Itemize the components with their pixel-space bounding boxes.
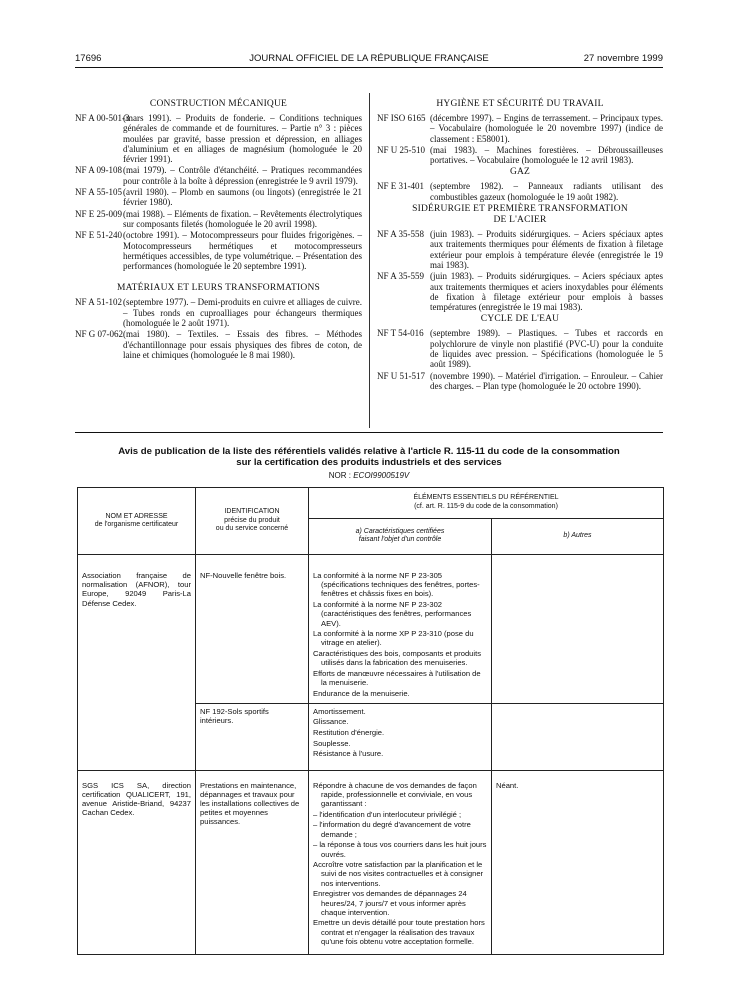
characteristic-item: Répondre à chacune de vos demandes de façon rapide, professionnelle et conviviale, en vous garantissant : <box>313 780 477 809</box>
characteristic-item: Emettre un devis détaillé pour toute prestation hors contrat et n'engager la réalisation des travaux qu'une fois obtenu votre acceptation formelle. <box>313 918 485 946</box>
norm-entry <box>377 113 663 144</box>
section-materiaux <box>75 283 362 360</box>
norm-entry <box>75 113 362 164</box>
header-sub-a: a) Caractéristiques certifiées faisant l'objet d'un contrôle <box>309 518 492 554</box>
characteristic-item: Glissance. <box>313 717 349 727</box>
norm-text: (septembre 1977). – Demi-produits en cuivre et alliages de cuivre. – Tubes ronds en cuproalliages pour échangeurs thermiques (homologuée le 2 août 1971). <box>123 297 362 329</box>
norm-code: NF E 31-401 <box>377 181 424 192</box>
table-row <box>78 770 664 954</box>
characteristics-cell <box>309 703 492 770</box>
section-cycle-eau <box>377 314 663 391</box>
characteristic-item: – l'information du degré d'avancement de votre demande ; <box>313 820 471 839</box>
avis-title-line: Avis de publication de la liste des référentiels validés relative à l'article R. 115-11 du code de la consommation <box>118 446 620 457</box>
norm-text: (mai 1983). – Machines forestières. – Débroussailleuses portatives. – Vocabulaire (homologuée le 12 avril 1983). <box>430 144 663 166</box>
other-cell <box>492 555 664 704</box>
page-header <box>75 53 663 67</box>
org-cell: Association française de normalisation (AFNOR), tour Europe, 92049 Paris-La Défense Cedex. <box>78 555 196 771</box>
norm-text: (juin 1983). – Produits sidérurgiques. – Aciers spéciaux aptes aux traitements thermiques pour éléments de fixation à filetage extérieur pour emplois à température élevée (enregistrée le 19 mai 1983). <box>430 229 663 270</box>
norm-entry <box>75 297 362 328</box>
nor-reference <box>75 471 663 480</box>
norm-code: NF ISO 6165 <box>377 113 426 123</box>
norm-text: (juin 1983). – Produits sidérurgiques. – Aciers spéciaux aptes aux traitements thermiques et aciers inoxydables pour éléments de fixation à filetage extérieur pour emplois à basses températures (enregistrée le 19 mai 1983). <box>430 271 663 313</box>
norm-text: (septembre 1982). – Panneaux radiants utilisant des combustibles gazeux (homologuée le 19 août 1982). <box>430 181 663 202</box>
norm-entry <box>75 187 362 208</box>
other-cell: Néant. <box>492 770 664 954</box>
characteristic-item: Amortissement. <box>313 706 366 716</box>
section-construction-mecanique <box>75 99 362 271</box>
characteristic-item: Efforts de manœuvre nécessaires à l'utilisation de la menuiserie. <box>313 669 481 688</box>
norm-text: (avril 1980). – Plomb en saumons (ou lingots) (enregistrée le 21 février 1980). <box>123 187 362 208</box>
page-number: 17696 <box>75 53 102 64</box>
nor-label: NOR : <box>328 471 354 480</box>
norm-entry <box>75 230 362 271</box>
section-title: CYCLE DE L'EAU <box>480 314 560 325</box>
section-siderurgie <box>377 204 663 312</box>
norm-code: NF A 09-108 <box>75 165 123 176</box>
avis-title-line: sur la certification des produits industriels et des services <box>236 457 502 468</box>
norm-code: NF T 54-016 <box>377 328 424 339</box>
norm-entry <box>377 328 663 369</box>
norm-text: (mai 1988). – Eléments de fixation. – Revêtements électrolytiques sur composants filetés (homologuée le 20 avril 1998). <box>123 208 362 229</box>
section-title: MATÉRIAUX ET LEURS TRANSFORMATIONS <box>116 283 321 294</box>
characteristic-item: – l'identification d'un interlocuteur privilégié ; <box>313 809 462 819</box>
norm-text: (mai 1979). – Contrôle d'étanchéité. – Pratiques recommandées pour contrôle à la boîte à dépression (enregistrée le 9 avril 1979). <box>123 165 362 186</box>
characteristic-item: – la réponse à tous vos courriers dans les huit jours ouvrés. <box>313 840 487 859</box>
left-column <box>75 97 362 361</box>
characteristic-item: Caractéristiques des bois, composants et produits utilisés dans la fabrication des menuiseries. <box>313 649 481 668</box>
column-separator <box>369 93 370 428</box>
referentiels-table <box>77 487 664 955</box>
norm-code: NF A 35-559 <box>377 271 425 282</box>
norm-entry <box>377 229 663 270</box>
characteristic-item: La conformité à la norme NF P 23-305 (spécifications techniques des fenêtres, portes-fenêtres et châssis fixes en bois). <box>313 571 480 599</box>
nor-value: ECOI9900519V <box>353 471 410 480</box>
norm-text: (décembre 1997). – Engins de terrassement. – Principaux types. – Vocabulaire (homologuée le 20 novembre 1997) (indice de classement : E58001). <box>430 113 663 144</box>
norm-code: NF E 51-240 <box>75 230 122 241</box>
org-cell: SGS ICS SA, direction certification QUALICERT, 191, avenue Aristide-Briand, 94237 Cachan Cedex. <box>78 770 196 954</box>
characteristic-item: Enregistrer vos demandes de dépannages 24 heures/24, 7 jours/7 et vous informer après chaque intervention. <box>313 889 467 917</box>
norm-entry <box>377 371 663 392</box>
section-title: GAZ <box>509 167 531 178</box>
norm-text: (mai 1980). – Textiles. – Essais des fibres. – Méthodes d'échantillonnage pour essais physiques des fibres de coton, de laine et chimiques (homologuée le 8 mai 1980). <box>123 329 362 360</box>
characteristic-item: Restitution d'énergie. <box>313 728 385 738</box>
norm-entry <box>377 181 663 202</box>
characteristic-item: Accroître votre satisfaction par la planification et le suivi de nos visites contractuelles et à consigner nos interventions. <box>313 860 484 888</box>
norm-code: NF U 51-517 <box>377 370 426 381</box>
header-sub-b: b) Autres <box>492 518 664 554</box>
issue-date: 27 novembre 1999 <box>583 53 663 64</box>
characteristics-cell <box>309 555 492 704</box>
section-hygiene-securite <box>377 99 663 165</box>
ident-cell: NF 192-Sols sportifs intérieurs. <box>196 703 309 770</box>
header-ident: IDENTIFICATION précise du produit ou du service concerné <box>196 488 309 555</box>
norm-code: NF A 35-558 <box>377 229 425 240</box>
header-rule <box>75 67 663 68</box>
characteristic-item: Souplesse. <box>313 738 351 748</box>
norm-entry <box>75 209 362 230</box>
table-row <box>78 555 664 704</box>
characteristics-cell <box>309 770 492 954</box>
norm-code: NF A 51-102 <box>75 297 123 308</box>
norm-entry <box>377 145 663 166</box>
norm-code: NF U 25-510 <box>377 144 426 155</box>
norm-entry <box>75 165 362 186</box>
section-gaz <box>377 167 663 202</box>
avis-title <box>75 446 663 468</box>
norm-code: NF E 25-009 <box>75 208 122 219</box>
characteristic-item: Résistance à l'usure. <box>313 749 384 759</box>
norm-text: (novembre 1990). – Matériel d'irrigation. – Enrouleur. – Cahier des charges. – Plan type (homologuée le 20 octobre 1990). <box>430 370 663 391</box>
right-column <box>377 97 663 392</box>
norm-code: NF A 55-105 <box>75 187 123 198</box>
section-rule <box>75 432 663 433</box>
norm-code: NF A 00-501-3 <box>75 113 130 123</box>
characteristic-item: La conformité à la norme XP P 23-310 (pose du vitrage en atelier). <box>313 629 474 648</box>
other-cell <box>492 703 664 770</box>
characteristic-item: La conformité à la norme NF P 23-302 (caractéristiques des fenêtres, performances AEV). <box>313 600 472 628</box>
table-header-row <box>78 488 664 519</box>
characteristic-item: Endurance de la menuiserie. <box>313 688 410 698</box>
section-title: SIDÉRURGIE ET PREMIÈRE TRANSFORMATION DE L'ACIER <box>412 204 628 226</box>
norm-text: (mars 1991). – Produits de fonderie. – Conditions techniques générales de commande et de fournitures. – Partie n° 3 : pièces moulées par gravité, basse pression et dépression, en alliages d'aluminium et en alliages de magnésium (homologuée le 20 février 1991). <box>123 113 362 165</box>
norm-text: (septembre 1989). – Plastiques. – Tubes et raccords en polychlorure de vinyle non plastifié (PVC-U) pour la conduite de liquides avec pression. – Spécifications (homologuée le 5 août 1989). <box>430 328 663 370</box>
header-elements: ÉLÉMENTS ESSENTIELS DU RÉFÉRENTIEL (cf. art. R. 115-9 du code de la consommation) <box>309 488 664 519</box>
norm-text: (octobre 1991). – Motocompresseurs pour fluides frigorigènes. – Motocompresseurs hermétiques et motocompresseurs hermétiques accessibles, de type volumétrique. – Présentation des performances (homologuée le 20 septembre 1991). <box>123 230 362 272</box>
ident-cell: Prestations en maintenance, dépannages et travaux pour les installations collectives de petites et moyennes puissances. <box>196 770 309 954</box>
ident-cell: NF-Nouvelle fenêtre bois. <box>196 555 309 704</box>
norm-entry <box>75 329 362 360</box>
norm-code: NF G 07-062 <box>75 329 124 340</box>
journal-title: JOURNAL OFFICIEL DE LA RÉPUBLIQUE FRANÇAISE <box>249 53 489 64</box>
header-org: NOM ET ADRESSE de l'organisme certificateur <box>78 488 196 555</box>
section-title: CONSTRUCTION MÉCANIQUE <box>149 99 288 109</box>
norm-entry <box>377 271 663 312</box>
section-title: HYGIÈNE ET SÉCURITÉ DU TRAVAIL <box>436 99 604 109</box>
